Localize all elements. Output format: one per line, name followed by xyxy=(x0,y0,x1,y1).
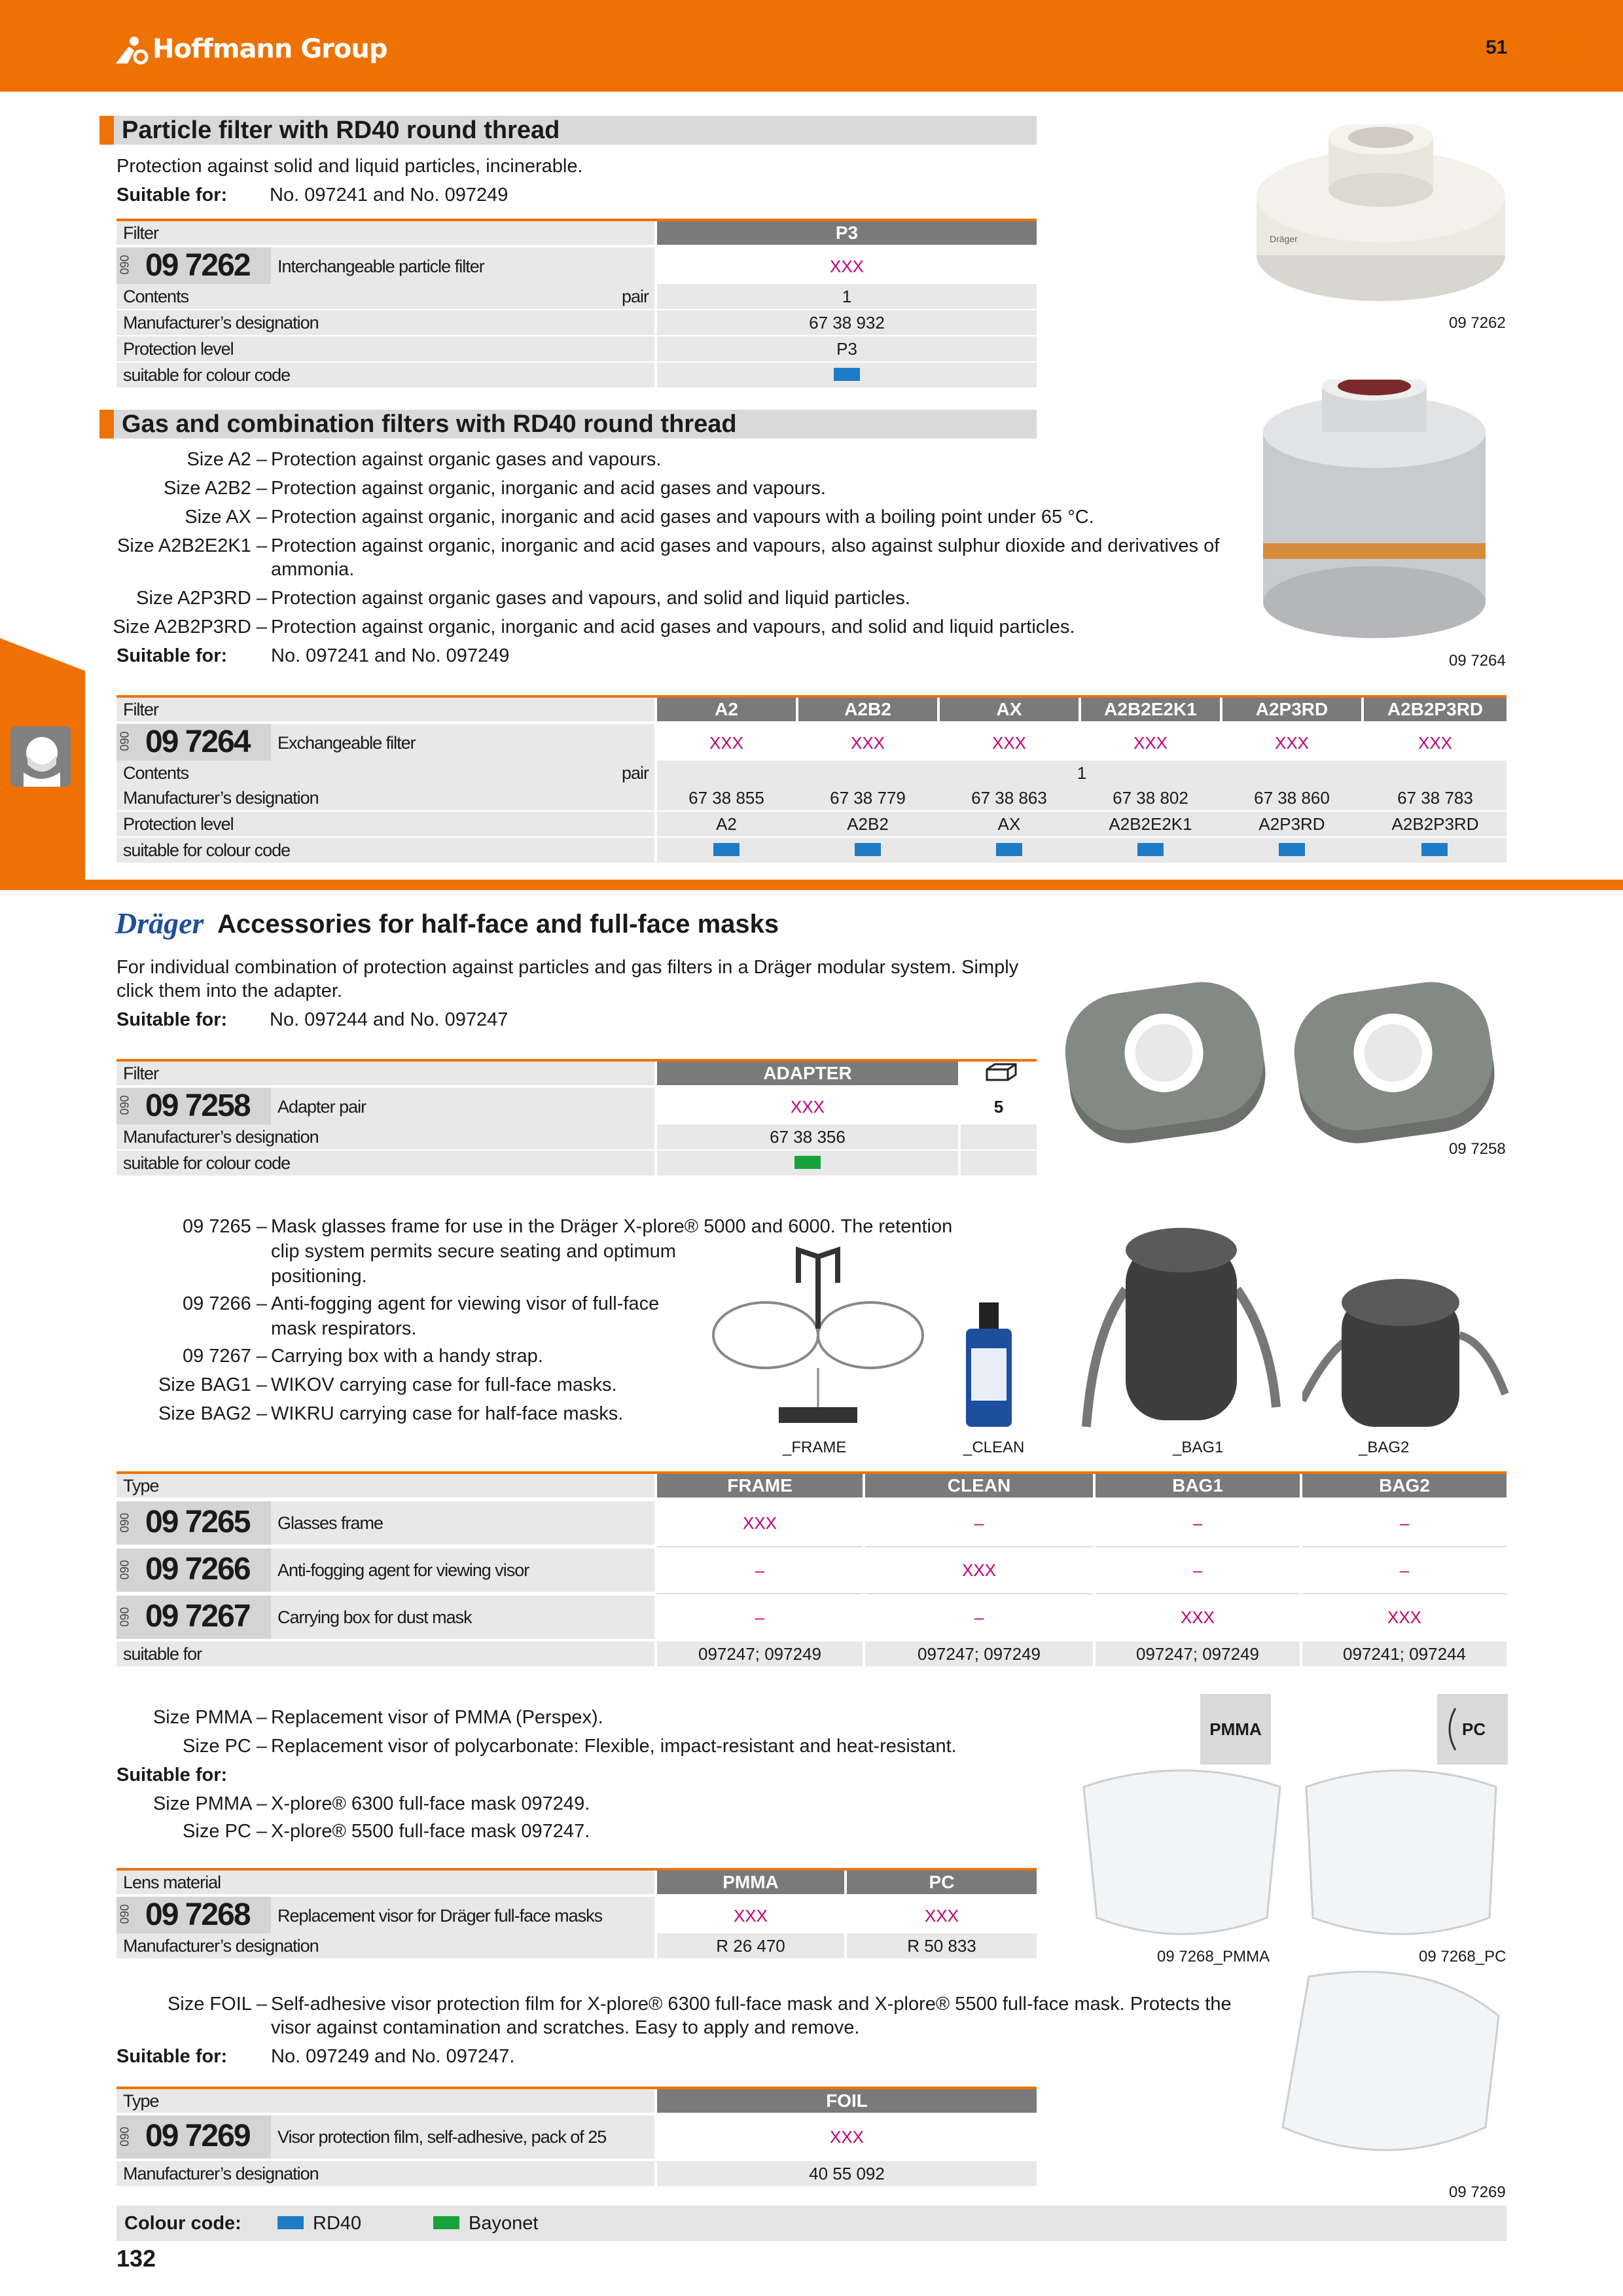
article-value: XXX xyxy=(1418,733,1453,753)
article-value: XXX xyxy=(850,733,885,753)
item-key: 09 7267 – xyxy=(182,1346,267,1367)
size-text-cont: visor against contamination and scratches. Easy to apply and remove. xyxy=(271,2017,860,2038)
item-key: 09 7266 – xyxy=(182,1293,267,1314)
prot-value: A2B2 xyxy=(847,814,889,834)
article-prefix: 090 xyxy=(118,1904,132,1924)
row-label: Protection level xyxy=(123,339,234,359)
suitable-value: 097247; 097249 xyxy=(1136,1644,1259,1664)
article-prefix: 090 xyxy=(118,1513,132,1533)
size-key: Size PMMA – xyxy=(152,1707,267,1728)
rd40-legend-label: RD40 xyxy=(313,2213,362,2234)
image-caption: 09 7258 xyxy=(1449,1140,1506,1158)
table-col-foil: FOIL xyxy=(657,2089,1037,2113)
table-col: A2B2E2K1 xyxy=(1081,698,1220,721)
table-head-label: Lens material xyxy=(116,1871,654,1894)
bayonet-legend-label: Bayonet xyxy=(469,2213,539,2234)
side-code: GDS xyxy=(1558,33,1571,59)
article-value: – xyxy=(1399,1560,1410,1580)
section1-suitable-value: No. 097241 and No. 097249 xyxy=(270,185,508,206)
mfr-value: 67 38 779 xyxy=(830,788,906,808)
row-label: Manufacturer’s designation xyxy=(123,1127,319,1147)
article-value: XXX xyxy=(924,1906,959,1926)
article-value: XXX xyxy=(829,2127,865,2147)
gas-filter-image xyxy=(1250,380,1499,648)
pc-badge-box xyxy=(1437,1694,1508,1765)
brand-name: Hoffmann Group xyxy=(152,34,387,64)
mask-category-icon xyxy=(10,726,71,787)
item-text: WIKRU carrying case for half-face masks. xyxy=(271,1403,624,1424)
section3-title: Accessories for half-face and full-face masks xyxy=(217,910,779,939)
mfr-value: R 26 470 xyxy=(716,1936,785,1956)
rd40-swatch xyxy=(1137,843,1164,856)
size-text-cont: ammonia. xyxy=(271,559,355,580)
section-divider xyxy=(0,880,1623,890)
article-number: 09 7265 xyxy=(145,1505,250,1539)
row-value: 40 55 092 xyxy=(809,2164,885,2183)
mfr-value: 67 38 855 xyxy=(688,788,764,808)
row-value: 67 38 932 xyxy=(809,313,885,332)
article-number: 09 7268 xyxy=(145,1897,250,1932)
row-label: Contents xyxy=(123,763,189,783)
size-text: Protection against organic gases and vapours. xyxy=(271,449,662,470)
section6-suitable-label: Suitable for: xyxy=(116,2046,228,2067)
row-label: Manufacturer’s designation xyxy=(123,1936,319,1956)
visor-pmma-image xyxy=(1071,1761,1293,1944)
image-caption: _FRAME xyxy=(783,1439,847,1456)
row-value: 1 xyxy=(842,287,852,306)
row-label: suitable for colour code xyxy=(123,365,291,385)
mfr-value: R 50 833 xyxy=(907,1936,976,1956)
row-label: suitable for xyxy=(123,1644,202,1664)
visor-pc-image xyxy=(1293,1761,1509,1944)
size-text: Protection against organic, inorganic and acid gases and vapours with a boiling point under 65 °C. xyxy=(271,507,1094,528)
anti-fog-bottle-image xyxy=(959,1302,1018,1427)
table-col: PMMA xyxy=(657,1871,844,1894)
mfr-value: 67 38 863 xyxy=(971,788,1047,808)
article-prefix: 090 xyxy=(118,731,132,751)
section3-desc-2: click them into the adapter. xyxy=(116,980,342,1001)
article-number: 09 7266 xyxy=(145,1552,250,1587)
hoffmann-logo-icon xyxy=(115,36,149,65)
drager-logo: Dräger xyxy=(115,906,204,940)
article-value: XXX xyxy=(829,257,865,276)
section2-suitable-label: Suitable for: xyxy=(116,645,228,666)
pmma-badge: PMMA xyxy=(1200,1694,1271,1765)
rd40-swatch xyxy=(855,843,881,856)
table-col: FRAME xyxy=(657,1474,863,1498)
section3-suitable-value: No. 097244 and No. 097247 xyxy=(270,1009,508,1030)
bayonet-swatch xyxy=(794,1156,821,1169)
suitable-value: 097247; 097249 xyxy=(918,1644,1041,1664)
row-label: Manufacturer’s designation xyxy=(123,788,319,808)
size-text: Protection against organic gases and vapours, and solid and liquid particles. xyxy=(271,588,910,609)
row-value: P3 xyxy=(836,339,857,359)
article-number: 09 7258 xyxy=(145,1088,250,1123)
table-head-label: Filter xyxy=(116,1062,654,1085)
item-text: Mask glasses frame for use in the Dräger X-plore® 5000 and 6000. The retention xyxy=(271,1216,953,1237)
table-col: A2P3RD xyxy=(1222,698,1361,721)
table-col: AX xyxy=(940,698,1079,721)
article-value: – xyxy=(1192,1513,1203,1533)
brand-logo xyxy=(115,34,387,65)
article-value: XXX xyxy=(1133,733,1168,753)
mfr-value: 67 38 783 xyxy=(1397,788,1473,808)
article-value: – xyxy=(974,1607,984,1627)
article-value: XXX xyxy=(1180,1607,1215,1627)
article-name: Replacement visor for Dräger full-face masks xyxy=(277,1906,603,1926)
article-value: XXX xyxy=(742,1513,777,1533)
pack-quantity: 5 xyxy=(993,1097,1004,1117)
table-col: CLEAN xyxy=(865,1474,1093,1498)
row-label: Manufacturer’s designation xyxy=(123,2164,319,2183)
image-caption: 09 7268_PMMA xyxy=(1157,1948,1270,1965)
rd40-swatch xyxy=(713,843,740,856)
prot-value: A2 xyxy=(716,814,737,834)
table-col-adapter: ADAPTER xyxy=(657,1062,958,1085)
item-text: Anti-fogging agent for viewing visor of full-face xyxy=(271,1293,660,1314)
size-key: Size AX – xyxy=(185,507,267,528)
article-value: – xyxy=(1399,1513,1410,1533)
section-title-particle-filter: Particle filter with RD40 round thread xyxy=(99,116,1037,145)
table-col-p3: P3 xyxy=(657,221,1037,245)
size-key: Size A2P3RD – xyxy=(136,588,267,609)
suitable-value: 097241; 097244 xyxy=(1343,1644,1466,1664)
table-col: BAG1 xyxy=(1096,1474,1300,1498)
size-text: Replacement visor of polycarbonate: Flexible, impact-resistant and heat-resistant. xyxy=(271,1736,957,1757)
article-number: 09 7264 xyxy=(145,725,250,759)
article-prefix: 090 xyxy=(118,1607,132,1627)
article-name: Adapter pair xyxy=(277,1097,366,1117)
table-head-label: Type xyxy=(116,1474,654,1498)
visor-curve-icon xyxy=(1437,1694,1463,1765)
image-caption: _CLEAN xyxy=(963,1439,1025,1456)
size-text: X-plore® 6300 full-face mask 097249. xyxy=(271,1793,590,1814)
size-text: X-plore® 5500 full-face mask 097247. xyxy=(271,1821,590,1842)
image-caption: 09 7264 xyxy=(1449,652,1506,670)
item-key: Size BAG2 – xyxy=(158,1403,267,1424)
row-label: Protection level xyxy=(123,814,234,834)
size-text: Self-adhesive visor protection film for X-plore® 6300 full-face mask and X-plore® 5500 full-face mask. Protects the xyxy=(271,1994,1232,2015)
particle-filter-image xyxy=(1243,124,1518,314)
article-name: Glasses frame xyxy=(277,1513,383,1533)
row-value: 1 xyxy=(1077,763,1087,783)
row-label: Manufacturer’s designation xyxy=(123,313,319,332)
adapter-pair-image xyxy=(1054,969,1512,1158)
section6-suitable-value: No. 097249 and No. 097247. xyxy=(271,2046,515,2067)
rd40-swatch xyxy=(834,368,860,381)
rd40-swatch xyxy=(1421,843,1448,856)
glasses-frame-image xyxy=(707,1244,929,1433)
size-key: Size A2 – xyxy=(187,449,267,470)
section5-suitable-label: Suitable for: xyxy=(116,1765,228,1785)
bayonet-legend-swatch xyxy=(433,2216,459,2229)
item-text: Carrying box with a handy strap. xyxy=(271,1346,543,1367)
article-prefix: 090 xyxy=(118,1095,132,1115)
table-head-label: Type xyxy=(116,2089,654,2113)
article-prefix: 090 xyxy=(118,2126,132,2147)
prot-value: A2B2E2K1 xyxy=(1109,814,1192,834)
article-name: Interchangeable particle filter xyxy=(277,257,484,276)
row-value: 67 38 356 xyxy=(770,1127,846,1147)
section3-desc-1: For individual combination of protection against particles and gas filters in a Dräger modular system. Simply xyxy=(116,957,1019,978)
article-name: Visor protection film, self-adhesive, pack of 25 xyxy=(277,2127,607,2147)
table-head-label: Filter xyxy=(116,221,654,245)
section-title-gas-filters: Gas and combination filters with RD40 round thread xyxy=(99,410,1037,439)
mfr-value: 67 38 860 xyxy=(1254,788,1330,808)
image-caption: _BAG2 xyxy=(1359,1439,1410,1456)
pc-badge: PC xyxy=(1462,1719,1486,1739)
prot-value: A2B2P3RD xyxy=(1391,814,1479,834)
size-key: Size PMMA – xyxy=(152,1793,267,1814)
article-prefix: 090 xyxy=(118,255,132,275)
article-value: – xyxy=(974,1513,984,1533)
size-key: Size FOIL – xyxy=(167,1994,267,2015)
section2-suitable-value: No. 097241 and No. 097249 xyxy=(271,645,510,666)
visor-foil-image xyxy=(1270,1964,1512,2166)
svg-text:Dräger: Dräger xyxy=(1270,234,1298,244)
article-value: XXX xyxy=(1274,733,1310,753)
article-value: – xyxy=(755,1607,765,1627)
suitable-value: 097247; 097249 xyxy=(698,1644,821,1664)
size-text: Protection against organic, inorganic and acid gases and vapours, and solid and liquid particles. xyxy=(271,617,1075,637)
row-label: suitable for colour code xyxy=(123,1153,291,1173)
row-label: Contents xyxy=(123,287,189,306)
size-text: Protection against organic, inorganic and acid gases and vapours. xyxy=(271,478,826,499)
prot-value: AX xyxy=(997,814,1021,834)
size-key: Size A2B2P3RD – xyxy=(113,617,267,637)
article-value: XXX xyxy=(709,733,744,753)
article-name: Anti-fogging agent for viewing visor xyxy=(277,1560,529,1580)
rd40-swatch xyxy=(1279,843,1305,856)
rd40-swatch xyxy=(996,843,1022,856)
size-key: Size PC – xyxy=(183,1736,267,1757)
table-col: A2 xyxy=(657,698,796,721)
table-col: PC xyxy=(847,1871,1037,1894)
article-value: XXX xyxy=(733,1906,768,1926)
article-name: Carrying box for dust mask xyxy=(277,1607,472,1627)
article-number: 09 7262 xyxy=(145,248,250,283)
item-text: clip system permits secure seating and optimum xyxy=(271,1241,676,1262)
pack-icon xyxy=(961,1062,1037,1085)
section3-suitable-label: Suitable for: xyxy=(116,1009,228,1030)
article-value: XXX xyxy=(1387,1607,1422,1627)
carrying-box-bag1-image xyxy=(1073,1217,1289,1440)
table-col: BAG2 xyxy=(1302,1474,1507,1498)
row-unit: pair xyxy=(622,763,649,783)
image-caption: 09 7268_PC xyxy=(1419,1948,1507,1965)
mfr-value: 67 38 802 xyxy=(1113,788,1188,808)
table-col: A2B2P3RD xyxy=(1364,698,1507,721)
article-value: – xyxy=(755,1560,765,1580)
size-key: Size A2B2 – xyxy=(164,478,267,499)
section1-description: Protection against solid and liquid particles, incinerable. xyxy=(116,156,583,177)
table-head-label: Filter xyxy=(116,698,654,721)
article-value: – xyxy=(1192,1560,1203,1580)
size-key: Size PC – xyxy=(183,1821,267,1842)
size-text: Protection against organic, inorganic and acid gases and vapours, also against sulphur dioxide and derivatives of xyxy=(271,535,1220,556)
prot-value: A2P3RD xyxy=(1258,814,1325,834)
item-key: Size BAG1 – xyxy=(158,1374,267,1395)
colour-code-label: Colour code: xyxy=(124,2213,241,2234)
row-unit: pair xyxy=(622,287,649,306)
image-caption: 09 7262 xyxy=(1449,314,1506,332)
article-value: XXX xyxy=(991,733,1027,753)
page-number-bottom: 132 xyxy=(116,2245,156,2272)
table-col: A2B2 xyxy=(798,698,937,721)
size-text: Replacement visor of PMMA (Perspex). xyxy=(271,1707,603,1728)
item-text: positioning. xyxy=(271,1266,367,1287)
article-number: 09 7267 xyxy=(145,1599,250,1634)
article-prefix: 090 xyxy=(118,1560,132,1580)
article-value: XXX xyxy=(961,1560,997,1580)
article-number: 09 7269 xyxy=(145,2119,250,2153)
article-name: Exchangeable filter xyxy=(277,733,416,753)
image-caption: _BAG1 xyxy=(1173,1439,1224,1456)
row-label: suitable for colour code xyxy=(123,840,291,860)
image-caption: 09 7269 xyxy=(1449,2183,1506,2201)
item-text: mask respirators. xyxy=(271,1318,417,1339)
rd40-legend-swatch xyxy=(277,2216,304,2229)
section1-suitable-label: Suitable for: xyxy=(116,185,228,206)
item-key: 09 7265 – xyxy=(182,1216,267,1237)
article-value: XXX xyxy=(790,1097,825,1117)
carrying-box-bag2-image xyxy=(1302,1270,1512,1440)
page-number-top: 51 xyxy=(1486,37,1508,58)
item-text: WIKOV carrying case for full-face masks. xyxy=(271,1374,617,1395)
size-key: Size A2B2E2K1 – xyxy=(117,535,267,556)
